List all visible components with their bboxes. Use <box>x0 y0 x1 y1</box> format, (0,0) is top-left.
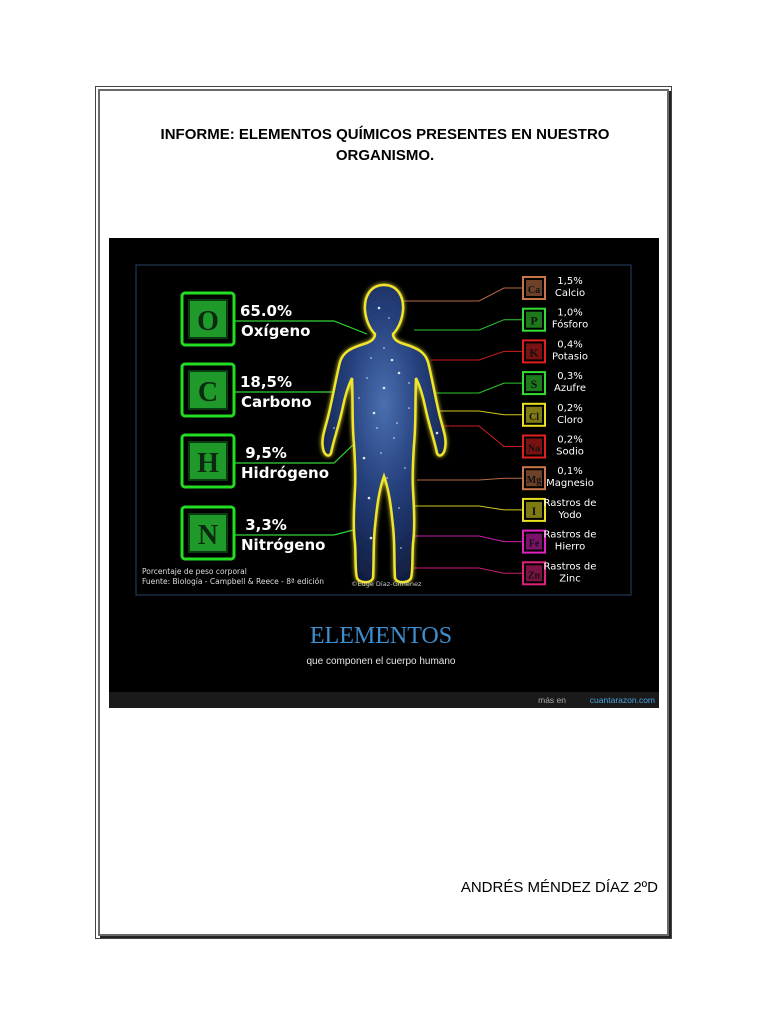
star-dot <box>398 507 400 509</box>
minor-element-line1: Rastros de <box>543 529 597 541</box>
major-elements <box>182 293 329 559</box>
star-dot <box>383 387 386 390</box>
minor-elements <box>523 276 596 584</box>
connector-line-minor-2 <box>431 351 522 360</box>
document-title-line2: ORGANISMO. <box>335 147 435 164</box>
elements-poster-image <box>109 238 659 708</box>
star-dot <box>396 422 398 424</box>
minor-element-4 <box>523 403 583 426</box>
connector-line-minor-8 <box>409 536 522 542</box>
element-percent: 18,5% <box>239 373 293 391</box>
minor-element-line2: Potasio <box>552 351 588 363</box>
source-line1: Porcentaje de peso corporal <box>142 567 247 576</box>
star-dot <box>408 382 410 384</box>
connector-line-minor-1 <box>414 320 522 330</box>
element-name: Oxígeno <box>241 322 311 340</box>
minor-element-line2: Fósforo <box>551 319 589 331</box>
element-symbol: C <box>197 377 219 408</box>
star-dot <box>408 407 410 409</box>
minor-element-symbol: Fe <box>528 538 540 550</box>
document-title-line1: INFORME: ELEMENTOS QUÍMICOS PRESENTES EN NUESTRO <box>160 126 610 143</box>
star-dot <box>398 372 401 375</box>
star-dot <box>366 377 368 379</box>
minor-element-8 <box>523 530 596 553</box>
minor-element-5 <box>523 435 584 458</box>
element-percent: 65.0% <box>239 302 293 320</box>
minor-element-0 <box>523 276 585 299</box>
author-name: ANDRÉS MÉNDEZ DÍAZ 2ºD <box>460 879 658 896</box>
poster-graphic <box>109 238 659 708</box>
image-credit: ©Euge Díaz-Giménez <box>351 580 422 588</box>
element-symbol: O <box>197 306 219 337</box>
star-dot <box>436 432 439 435</box>
major-element-3 <box>182 507 325 559</box>
minor-element-line2: Cloro <box>557 414 583 426</box>
poster-heading: ELEMENTOS <box>309 623 453 649</box>
major-element-0 <box>182 293 310 345</box>
element-symbol: H <box>197 448 219 479</box>
star-dot <box>391 359 394 362</box>
star-dot <box>388 317 390 319</box>
minor-element-line2: Yodo <box>558 509 582 521</box>
minor-element-line1: Rastros de <box>543 497 597 509</box>
minor-element-7 <box>523 498 596 521</box>
minor-element-symbol: Zn <box>527 570 541 582</box>
minor-element-line2: Hierro <box>554 541 586 553</box>
minor-element-line1: 1,0% <box>557 307 583 319</box>
minor-element-1 <box>523 308 588 331</box>
minor-element-3 <box>523 371 586 394</box>
star-dot <box>380 452 382 454</box>
poster-subheading: que componen el cuerpo humano <box>306 656 456 667</box>
minor-element-line2: Sodio <box>556 446 584 458</box>
document-title <box>120 124 650 166</box>
connector-line-minor-0 <box>399 288 522 301</box>
major-element-2 <box>182 435 329 487</box>
minor-element-symbol: I <box>531 503 537 518</box>
minor-element-symbol: Ca <box>527 285 541 296</box>
star-dot <box>378 307 381 310</box>
element-percent: 9,5% <box>245 444 287 462</box>
minor-element-line1: Rastros de <box>543 561 597 573</box>
major-element-1 <box>182 364 312 416</box>
footer-prefix: más en <box>538 695 566 705</box>
minor-element-symbol: Cl <box>529 411 539 423</box>
minor-element-line1: 0,3% <box>557 371 583 383</box>
minor-element-line2: Magnesio <box>546 478 594 490</box>
minor-element-line2: Calcio <box>554 288 586 299</box>
star-dot <box>393 437 395 439</box>
element-name: Carbono <box>241 393 312 411</box>
star-dot <box>373 412 376 415</box>
minor-element-line2: Zinc <box>559 573 581 585</box>
minor-element-symbol: P <box>530 313 538 328</box>
minor-element-symbol: S <box>530 377 538 392</box>
connector-line-minor-3 <box>430 383 522 393</box>
element-percent: 3,3% <box>245 516 287 534</box>
minor-element-symbol: Mg <box>526 475 542 487</box>
connector-line-minor-9 <box>414 568 522 573</box>
minor-element-line1: 0,2% <box>557 402 583 414</box>
footer-site-link[interactable]: cuantarazon.com <box>589 695 655 705</box>
poster-footer-bar <box>109 692 659 708</box>
connector-line-minor-5 <box>435 426 522 447</box>
star-dot <box>400 547 402 549</box>
minor-element-2 <box>523 339 588 362</box>
star-dot <box>358 397 360 399</box>
element-symbol: N <box>197 520 219 551</box>
minor-element-line2: Azufre <box>554 383 586 395</box>
minor-element-9 <box>523 561 596 584</box>
star-dot <box>368 497 371 500</box>
element-name: Hidrógeno <box>241 464 330 482</box>
connector-line-minor-4 <box>427 411 522 415</box>
star-dot <box>333 427 335 429</box>
minor-element-line1: 0,4% <box>557 339 583 351</box>
connector-line-minor-6 <box>417 478 522 480</box>
source-line2: Fuente: Biología - Campbell & Reece - 8ª edición <box>142 577 324 586</box>
minor-element-6 <box>523 466 594 489</box>
minor-element-line1: 1,5% <box>557 276 583 287</box>
star-dot <box>386 477 388 479</box>
star-dot <box>376 427 378 429</box>
star-dot <box>370 537 373 540</box>
minor-element-symbol: Na <box>527 443 541 455</box>
star-dot <box>383 347 385 349</box>
star-dot <box>404 467 406 469</box>
minor-element-line1: 0,2% <box>557 434 583 446</box>
star-dot <box>363 457 366 460</box>
minor-element-line1: 0,1% <box>557 466 583 478</box>
star-dot <box>370 357 372 359</box>
minor-element-symbol: K <box>529 345 539 360</box>
connector-line-minor-7 <box>415 506 522 510</box>
element-name: Nitrógeno <box>241 536 326 554</box>
